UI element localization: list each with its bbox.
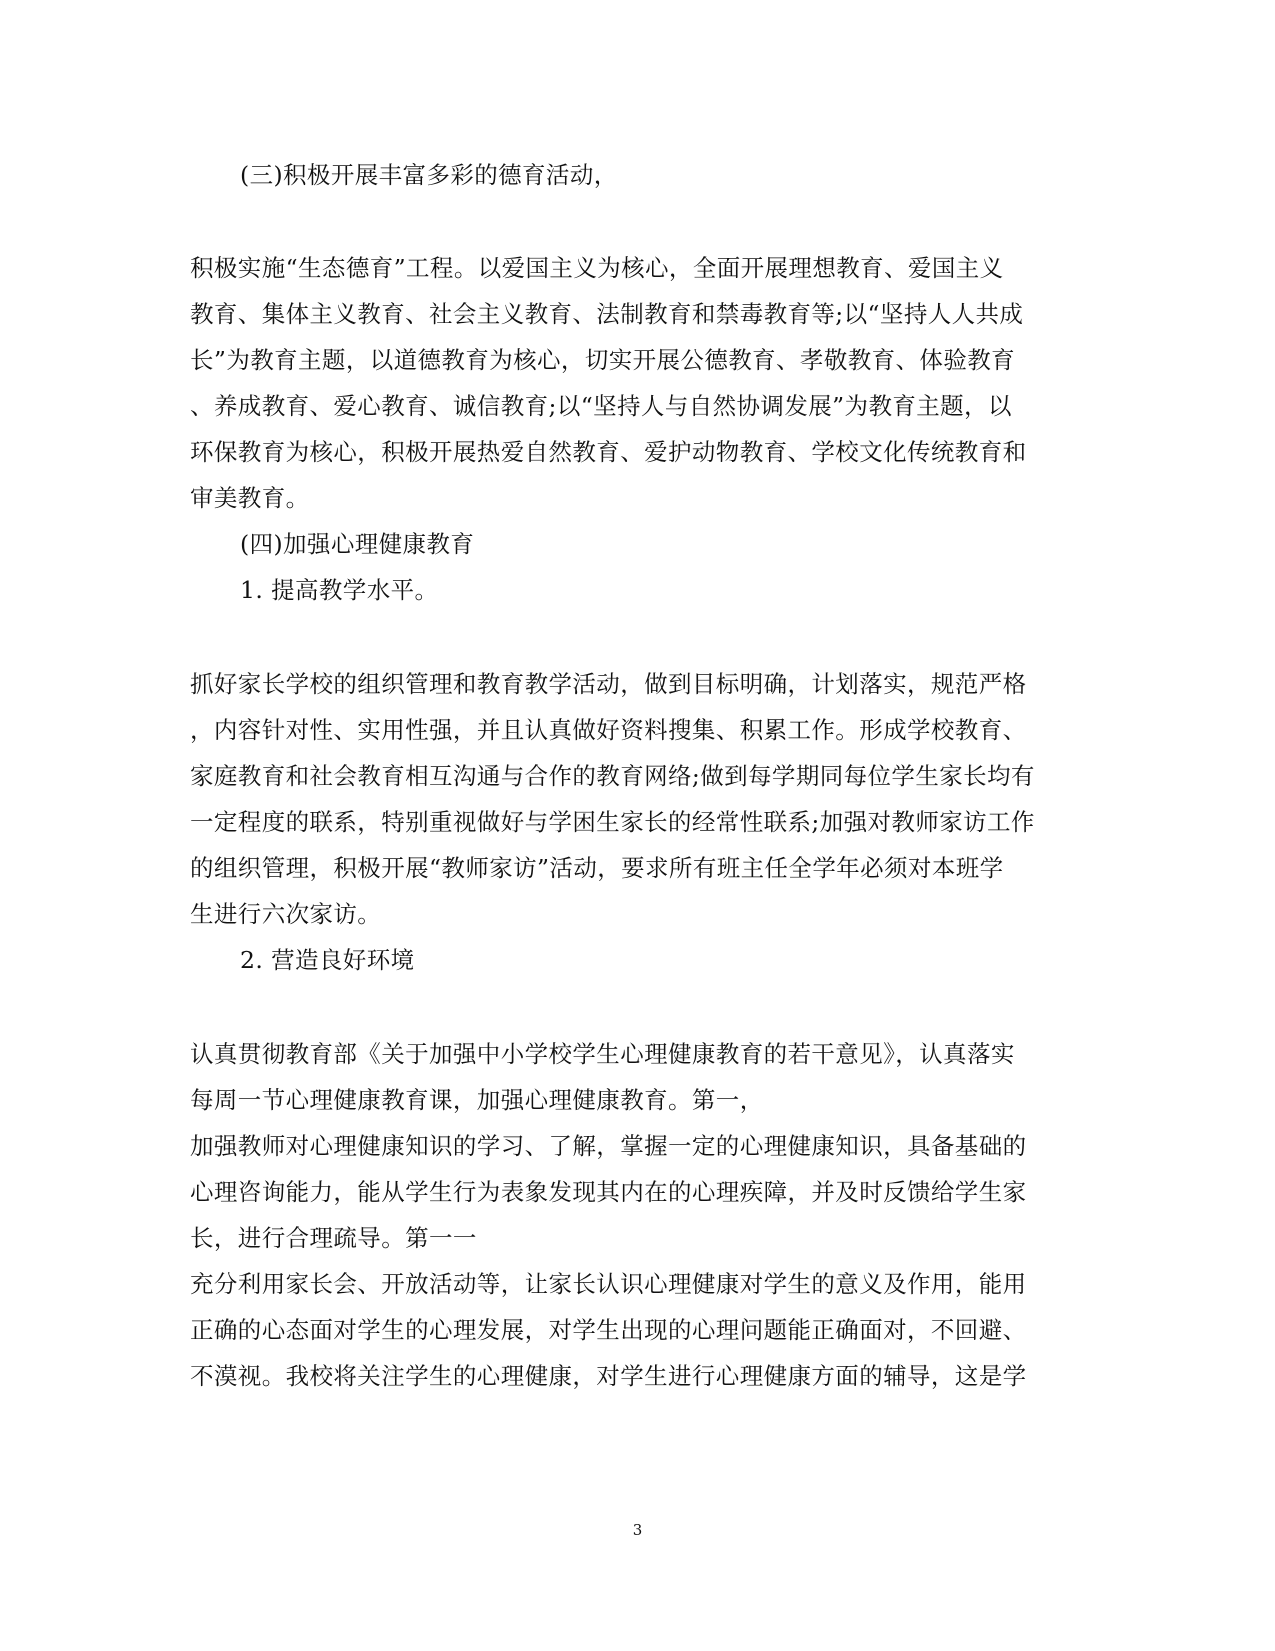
- paragraph-line: 家庭教育和社会教育相互沟通与合作的教育网络;做到每学期同每位学生家长均有: [190, 762, 1035, 790]
- paragraph-line: 审美教育。: [190, 484, 310, 512]
- paragraph-line: 充分利用家长会、开放活动等，让家长认识心理健康对学生的意义及作用，能用: [190, 1270, 1027, 1298]
- paragraph-line: 环保教育为核心，积极开展热爱自然教育、爱护动物教育、学校文化传统教育和: [190, 438, 1027, 466]
- paragraph-line: ，内容针对性、实用性强，并且认真做好资料搜集、积累工作。形成学校教育、: [190, 716, 1027, 744]
- page-number: 3: [632, 1521, 643, 1539]
- section-heading-4: (四)加强心理健康教育: [240, 530, 475, 558]
- paragraph-line: 、养成教育、爱心教育、诚信教育;以“坚持人与自然协调发展”为教育主题，以: [190, 392, 1012, 420]
- paragraph-line: 教育、集体主义教育、社会主义教育、法制教育和禁毒教育等;以“坚持人人共成: [190, 300, 1024, 328]
- paragraph-line: 每周一节心理健康教育课，加强心理健康教育。第一，: [190, 1086, 764, 1114]
- paragraph-line: 生进行六次家访。: [190, 900, 382, 928]
- paragraph-line: 积极实施“生态德育”工程。以爱国主义为核心，全面开展理想教育、爱国主义: [190, 254, 1004, 282]
- paragraph-line: 加强教师对心理健康知识的学习、了解，掌握一定的心理健康知识，具备基础的: [190, 1132, 1027, 1160]
- paragraph-line: 长”为教育主题，以道德教育为核心，切实开展公德教育、孝敬教育、体验教育: [190, 346, 1016, 374]
- subheading-2: 2. 营造良好环境: [240, 946, 415, 974]
- paragraph-line: 不漠视。我校将关注学生的心理健康，对学生进行心理健康方面的辅导，这是学: [190, 1362, 1027, 1390]
- paragraph-line: 抓好家长学校的组织管理和教育教学活动，做到目标明确，计划落实，规范严格: [190, 670, 1027, 698]
- paragraph-line: 正确的心态面对学生的心理发展，对学生出现的心理问题能正确面对，不回避、: [190, 1316, 1027, 1344]
- paragraph-line: 的组织管理，积极开展“教师家访”活动，要求所有班主任全学年必须对本班学: [190, 854, 1004, 882]
- paragraph-line: 一定程度的联系，特别重视做好与学困生家长的经常性联系;加强对教师家访工作: [190, 808, 1035, 836]
- paragraph-line: 心理咨询能力，能从学生行为表象发现其内在的心理疾障，并及时反馈给学生家: [190, 1178, 1027, 1206]
- section-heading-3: (三)积极开展丰富多彩的德育活动，: [240, 161, 618, 189]
- paragraph-line: 长，进行合理疏导。第一一: [190, 1224, 477, 1252]
- paragraph-line: 认真贯彻教育部《关于加强中小学校学生心理健康教育的若干意见》，认真落实: [190, 1040, 1015, 1068]
- subheading-1: 1. 提高教学水平。: [240, 576, 439, 604]
